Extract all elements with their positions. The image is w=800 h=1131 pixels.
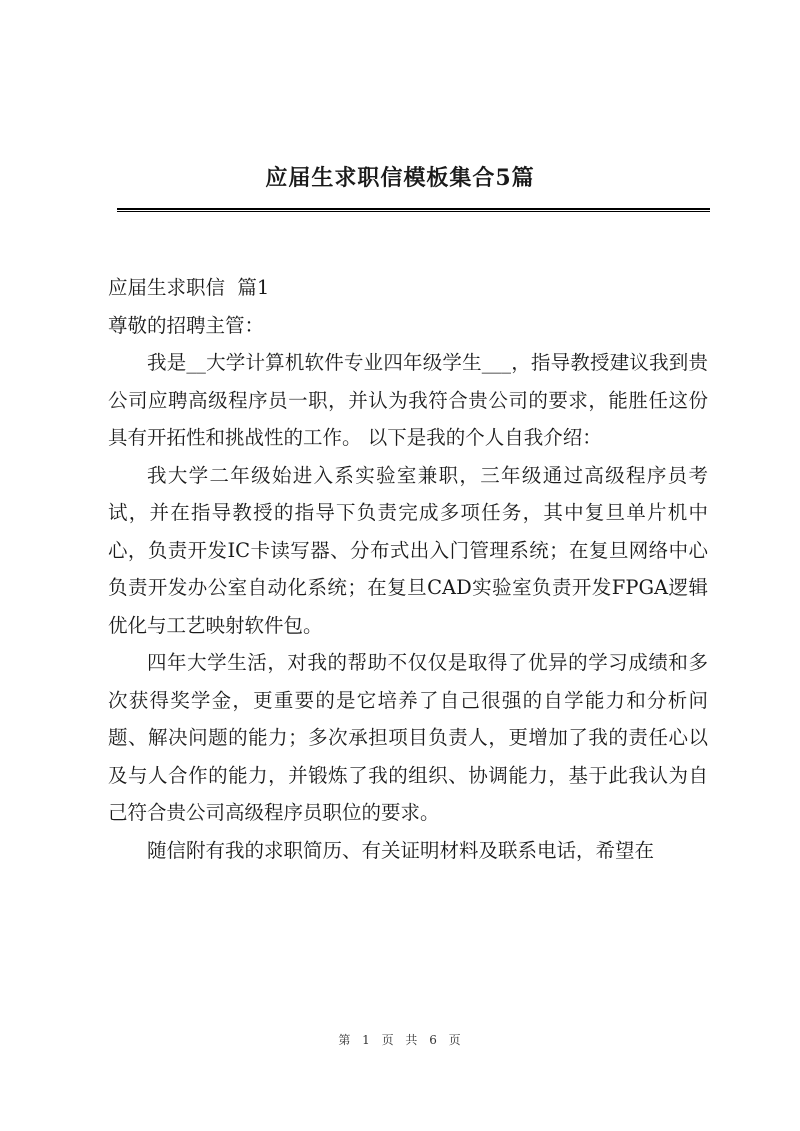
body-paragraph: 我大学二年级始进入系实验室兼职，三年级通过高级程序员考试，并在指导教授的指导下负责完成多项任务，其中复旦单片机中心，负责开发IC卡读写器、分布式出入门管理系统；在复旦网络中心负责开发办公室自动化系统；在复旦CAD实验室负责开发FPGA逻辑优化与工艺映射软件包。 [108,463,708,637]
page-number-footer: 第 1 页 共 6 页 [338,1033,462,1047]
document-title: 应届生求职信模板集合5篇 [265,165,535,191]
document-body [108,269,708,869]
body-paragraph: 我是__大学计算机软件专业四年级学生___，指导教授建议我到贵公司应聘高级程序员一职，并认为我符合贵公司的要求，能胜任这份具有开拓性和挑战性的工作。 以下是我的个人自我介绍： [108,351,708,449]
body-paragraph: 随信附有我的求职简历、有关证明材料及联系电话，希望在 [147,838,655,862]
body-paragraph: 四年大学生活，对我的帮助不仅仅是取得了优异的学习成绩和多次获得奖学金，更重要的是它培养了自己很强的自学能力和分析问题、解决问题的能力；多次承担项目负责人，更增加了我的责任心以及与人合作的能力，并锻炼了我的组织、协调能力，基于此我认为自己符合贵公司高级程序员职位的要求。 [108,651,708,824]
salutation: 尊敬的招聘主管： [108,313,265,337]
title-divider [117,208,710,212]
section-heading: 应届生求职信 篇1 [108,276,270,299]
